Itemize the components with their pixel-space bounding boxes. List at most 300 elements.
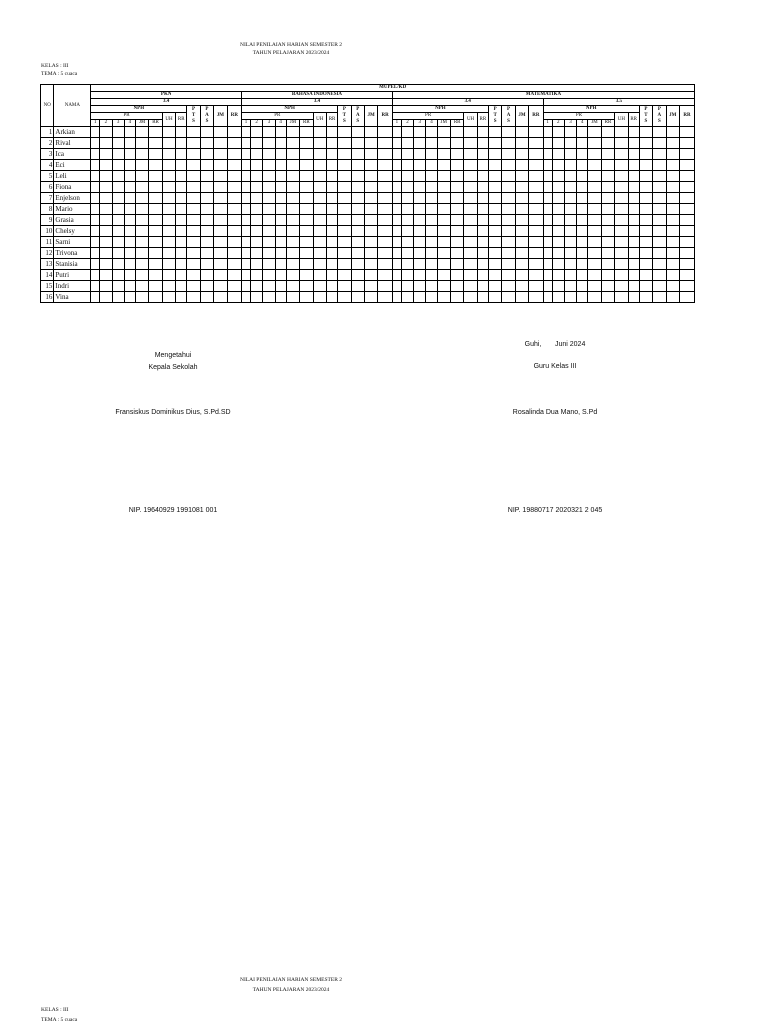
grade-cell: [112, 193, 124, 204]
grade-cell: [124, 270, 135, 281]
grade-cell: [242, 160, 251, 171]
grade-cell: [100, 149, 112, 160]
grade-cell: [615, 138, 628, 149]
grade-cell: [543, 182, 552, 193]
grade-cell: [653, 182, 666, 193]
grade-cell: [488, 138, 501, 149]
table-row: [41, 237, 695, 248]
grade-cell: [543, 204, 552, 215]
grade-cell: [263, 292, 275, 303]
grade-cell: [529, 226, 544, 237]
grade-cell: [426, 215, 437, 226]
grade-cell: [313, 270, 326, 281]
grade-cell: [187, 259, 200, 270]
grade-cell: [187, 237, 200, 248]
grade-cell: [653, 138, 666, 149]
grade-cell: [653, 248, 666, 259]
grade-cell: [529, 182, 544, 193]
grade-cell: [588, 226, 601, 237]
grade-cell: [364, 259, 377, 270]
grade-cell: [628, 226, 639, 237]
grade-cell: [326, 171, 337, 182]
table-row: [41, 171, 695, 182]
grade-cell: [326, 270, 337, 281]
pr-header: PR: [392, 113, 463, 120]
grade-cell: [91, 237, 100, 248]
grade-cell: [679, 226, 694, 237]
grade-cell: [515, 160, 528, 171]
grade-cell: [488, 292, 501, 303]
grade-cell: [628, 160, 639, 171]
grade-cell: [639, 171, 652, 182]
grade-cell: [653, 127, 666, 138]
grade-cell: [300, 292, 313, 303]
grade-cell: [214, 127, 227, 138]
grade-cell: [426, 160, 437, 171]
grade-cell: [162, 270, 175, 281]
nph-header: NPH: [392, 106, 488, 113]
grade-cell: [679, 149, 694, 160]
grade-cell: [275, 226, 286, 237]
grade-cell: [679, 160, 694, 171]
grade-cell: [263, 171, 275, 182]
grade-cell: [242, 226, 251, 237]
grade-cell: [200, 182, 213, 193]
grade-cell: [450, 281, 463, 292]
grade-cell: [437, 292, 450, 303]
grade-cell: [214, 226, 227, 237]
grade-cell: [364, 193, 377, 204]
grade-cell: [577, 160, 588, 171]
grade-cell: [200, 171, 213, 182]
grade-cell: [275, 259, 286, 270]
grade-cell: [300, 193, 313, 204]
grade-cell: [552, 160, 564, 171]
grade-cell: [214, 171, 227, 182]
pr-sub-header: 4: [124, 120, 135, 127]
grade-cell: [543, 292, 552, 303]
grade-cell: [601, 138, 614, 149]
grade-cell: [414, 281, 426, 292]
grade-cell: [392, 171, 401, 182]
grade-cell: [515, 237, 528, 248]
student-name: Vina: [54, 292, 91, 303]
col-no-header: NO: [41, 85, 54, 127]
grade-cell: [176, 270, 187, 281]
student-number: 7: [41, 193, 54, 204]
grade-cell: [100, 270, 112, 281]
principal-role: Kepala Sekolah: [148, 364, 198, 371]
grade-cell: [679, 281, 694, 292]
grade-cell: [100, 215, 112, 226]
grade-cell: [112, 215, 124, 226]
grade-cell: [392, 237, 401, 248]
grade-cell: [251, 149, 263, 160]
grade-cell: [378, 171, 393, 182]
grade-cell: [200, 292, 213, 303]
grade-cell: [200, 270, 213, 281]
student-number: 5: [41, 171, 54, 182]
grade-cell: [91, 160, 100, 171]
grade-cell: [628, 281, 639, 292]
grade-cell: [502, 193, 515, 204]
grade-cell: [437, 138, 450, 149]
grade-cell: [615, 171, 628, 182]
grade-cell: [615, 248, 628, 259]
subject-pkn-header: PKN: [91, 92, 242, 99]
grade-cell: [338, 226, 351, 237]
grade-cell: [351, 127, 364, 138]
grade-cell: [679, 270, 694, 281]
student-name: Chelsy: [54, 226, 91, 237]
grade-cell: [378, 259, 393, 270]
mupel-kd-header: MUPEL/KD: [91, 85, 695, 92]
grade-cell: [515, 193, 528, 204]
grade-cell: [251, 160, 263, 171]
jm-header: JM: [364, 106, 377, 127]
grade-cell: [666, 193, 679, 204]
grade-cell: [588, 127, 601, 138]
grade-cell: [488, 127, 501, 138]
grade-cell: [552, 215, 564, 226]
grade-cell: [543, 248, 552, 259]
grade-cell: [351, 237, 364, 248]
grade-cell: [326, 215, 337, 226]
grade-cell: [200, 248, 213, 259]
grade-cell: [392, 149, 401, 160]
grade-cell: [227, 171, 242, 182]
grade-cell: [639, 182, 652, 193]
grade-cell: [286, 149, 299, 160]
grade-cell: [275, 171, 286, 182]
grade-cell: [313, 292, 326, 303]
grade-cell: [124, 237, 135, 248]
grade-cell: [326, 259, 337, 270]
grade-cell: [450, 193, 463, 204]
grade-cell: [326, 248, 337, 259]
grade-cell: [176, 281, 187, 292]
grade-cell: [227, 259, 242, 270]
grade-cell: [601, 259, 614, 270]
grade-cell: [488, 171, 501, 182]
grade-cell: [326, 138, 337, 149]
grade-cell: [112, 138, 124, 149]
grade-cell: [564, 193, 576, 204]
grade-cell: [263, 149, 275, 160]
grade-cell: [149, 171, 162, 182]
grade-cell: [124, 281, 135, 292]
grade-cell: [564, 259, 576, 270]
grade-cell: [477, 281, 488, 292]
grade-cell: [263, 237, 275, 248]
grade-cell: [351, 248, 364, 259]
grade-cell: [338, 270, 351, 281]
grade-cell: [176, 149, 187, 160]
class-label: KELAS : III: [41, 63, 69, 69]
student-number: 14: [41, 270, 54, 281]
grade-cell: [214, 215, 227, 226]
grade-cell: [564, 248, 576, 259]
grade-cell: [187, 193, 200, 204]
student-number: 3: [41, 149, 54, 160]
grade-cell: [378, 248, 393, 259]
grade-cell: [263, 281, 275, 292]
grade-cell: [552, 248, 564, 259]
grade-cell: [552, 193, 564, 204]
grade-cell: [149, 259, 162, 270]
grade-cell: [615, 237, 628, 248]
grade-cell: [338, 215, 351, 226]
grade-cell: [601, 215, 614, 226]
student-number: 10: [41, 226, 54, 237]
grade-cell: [176, 160, 187, 171]
grade-cell: [502, 226, 515, 237]
table-row: [41, 226, 695, 237]
grade-cell: [577, 204, 588, 215]
grade-cell: [502, 281, 515, 292]
grade-cell: [162, 204, 175, 215]
grade-cell: [488, 248, 501, 259]
student-name: Fiona: [54, 182, 91, 193]
grade-cell: [187, 215, 200, 226]
grade-cell: [286, 215, 299, 226]
grade-cell: [450, 138, 463, 149]
grade-cell: [601, 281, 614, 292]
grade-cell: [414, 237, 426, 248]
rr-sub-header: RR: [628, 113, 639, 127]
rr-sub-header: RR: [326, 113, 337, 127]
grade-cell: [378, 226, 393, 237]
student-number: 1: [41, 127, 54, 138]
grade-cell: [300, 182, 313, 193]
grade-cell: [364, 138, 377, 149]
grade-cell: [112, 237, 124, 248]
grade-cell: [135, 215, 148, 226]
grade-cell: [392, 127, 401, 138]
grade-cell: [401, 292, 413, 303]
grade-cell: [378, 160, 393, 171]
grade-cell: [149, 248, 162, 259]
pas-header: P A S: [502, 106, 515, 127]
grade-cell: [628, 193, 639, 204]
pas-header: P A S: [351, 106, 364, 127]
grade-cell: [628, 292, 639, 303]
pr-sub-header: RR: [601, 120, 614, 127]
grade-cell: [577, 270, 588, 281]
grade-cell: [351, 204, 364, 215]
pr-sub-header: JM: [286, 120, 299, 127]
grade-cell: [477, 160, 488, 171]
grade-cell: [401, 248, 413, 259]
grade-cell: [162, 248, 175, 259]
grade-cell: [601, 127, 614, 138]
grade-cell: [477, 149, 488, 160]
grade-cell: [162, 171, 175, 182]
grade-cell: [401, 182, 413, 193]
grade-cell: [639, 270, 652, 281]
grade-cell: [124, 259, 135, 270]
grade-cell: [639, 204, 652, 215]
grade-cell: [543, 259, 552, 270]
grade-cell: [450, 171, 463, 182]
grade-cell: [577, 259, 588, 270]
grade-cell: [639, 127, 652, 138]
grade-cell: [588, 160, 601, 171]
grade-cell: [91, 193, 100, 204]
grade-cell: [437, 160, 450, 171]
grade-cell: [477, 193, 488, 204]
grade-cell: [187, 149, 200, 160]
grade-cell: [338, 171, 351, 182]
grade-cell: [529, 270, 544, 281]
grade-cell: [91, 182, 100, 193]
grade-cell: [601, 193, 614, 204]
grade-cell: [364, 248, 377, 259]
grade-cell: [124, 138, 135, 149]
grade-cell: [601, 182, 614, 193]
grade-cell: [100, 248, 112, 259]
grade-cell: [601, 292, 614, 303]
student-name: Arkian: [54, 127, 91, 138]
grade-cell: [200, 215, 213, 226]
grade-cell: [162, 182, 175, 193]
grade-cell: [543, 215, 552, 226]
grade-cell: [300, 281, 313, 292]
grade-cell: [615, 160, 628, 171]
table-row: [41, 160, 695, 171]
grade-cell: [251, 270, 263, 281]
grade-cell: [263, 259, 275, 270]
grade-cell: [488, 237, 501, 248]
grade-cell: [286, 171, 299, 182]
grade-cell: [426, 204, 437, 215]
grade-cell: [666, 127, 679, 138]
grade-cell: [437, 171, 450, 182]
table-row: [41, 215, 695, 226]
grade-cell: [313, 215, 326, 226]
grade-cell: [214, 270, 227, 281]
grade-cell: [91, 204, 100, 215]
grade-cell: [450, 248, 463, 259]
grade-cell: [286, 127, 299, 138]
grade-cell: [552, 138, 564, 149]
grade-cell: [263, 215, 275, 226]
grade-cell: [286, 237, 299, 248]
grade-cell: [100, 182, 112, 193]
grade-cell: [653, 171, 666, 182]
grade-cell: [414, 226, 426, 237]
grade-cell: [601, 226, 614, 237]
grade-cell: [364, 149, 377, 160]
grade-cell: [91, 248, 100, 259]
grade-cell: [488, 259, 501, 270]
teacher-name: Rosalinda Dua Mano, S.Pd: [512, 409, 598, 416]
grade-cell: [378, 127, 393, 138]
pr-sub-header: 3: [263, 120, 275, 127]
pr-sub-header: RR: [300, 120, 313, 127]
grade-cell: [364, 226, 377, 237]
grade-cell: [653, 292, 666, 303]
grade-cell: [124, 160, 135, 171]
kd-header: 3.5: [543, 99, 694, 106]
grade-cell: [502, 127, 515, 138]
grade-cell: [124, 149, 135, 160]
grade-cell: [529, 237, 544, 248]
grade-cell: [286, 204, 299, 215]
grade-cell: [149, 149, 162, 160]
grade-cell: [100, 127, 112, 138]
grade-cell: [426, 292, 437, 303]
grade-cell: [351, 292, 364, 303]
grade-cell: [615, 259, 628, 270]
grade-cell: [326, 149, 337, 160]
grade-cell: [392, 215, 401, 226]
grade-cell: [149, 237, 162, 248]
grade-cell: [564, 149, 576, 160]
table-row: [41, 193, 695, 204]
grade-cell: [564, 182, 576, 193]
pts-header: P T S: [639, 106, 652, 127]
student-name: Grasia: [54, 215, 91, 226]
grade-cell: [91, 171, 100, 182]
grade-cell: [502, 237, 515, 248]
grade-cell: [577, 138, 588, 149]
grade-cell: [263, 160, 275, 171]
uh-header: UH: [313, 113, 326, 127]
grade-cell: [477, 182, 488, 193]
grade-cell: [564, 160, 576, 171]
kd-header: 3.4: [242, 99, 393, 106]
grade-cell: [112, 248, 124, 259]
uh-header: UH: [464, 113, 477, 127]
grade-cell: [414, 138, 426, 149]
grade-cell: [214, 193, 227, 204]
grade-cell: [488, 226, 501, 237]
grade-cell: [450, 237, 463, 248]
grade-cell: [135, 259, 148, 270]
pr-sub-header: 2: [552, 120, 564, 127]
grade-cell: [564, 237, 576, 248]
grade-cell: [543, 138, 552, 149]
grade-cell: [414, 160, 426, 171]
grade-cell: [300, 237, 313, 248]
grade-cell: [338, 149, 351, 160]
grade-cell: [529, 127, 544, 138]
grade-cell: [477, 248, 488, 259]
grade-cell: [286, 160, 299, 171]
student-number: 12: [41, 248, 54, 259]
grade-cell: [414, 204, 426, 215]
pr-sub-header: 4: [577, 120, 588, 127]
grade-cell: [313, 171, 326, 182]
grade-cell: [515, 248, 528, 259]
grade-cell: [679, 292, 694, 303]
grade-cell: [187, 160, 200, 171]
grade-cell: [666, 138, 679, 149]
grade-cell: [242, 237, 251, 248]
grade-cell: [378, 204, 393, 215]
grade-cell: [515, 259, 528, 270]
grade-cell: [351, 138, 364, 149]
grade-cell: [100, 237, 112, 248]
grade-cell: [227, 215, 242, 226]
grade-cell: [187, 226, 200, 237]
grade-cell: [162, 215, 175, 226]
grade-cell: [378, 182, 393, 193]
grade-cell: [135, 149, 148, 160]
pr-sub-header: 1: [392, 120, 401, 127]
grade-cell: [162, 226, 175, 237]
